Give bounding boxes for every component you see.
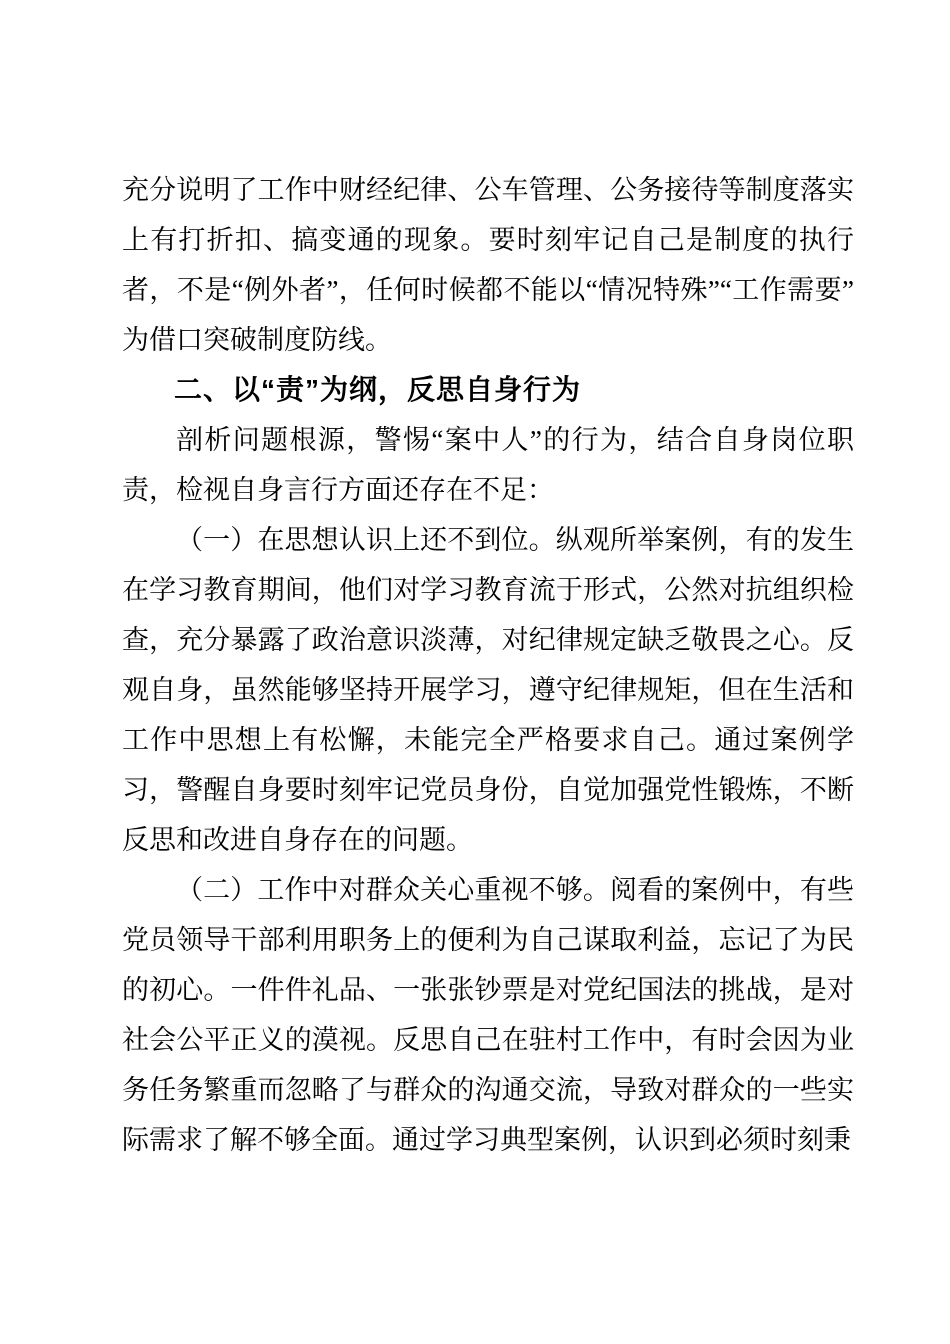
document-content <box>122 165 854 1165</box>
paragraph-point-one: （一）在思想认识上还不到位。纵观所举案例，有的发生在学习教育期间，他们对学习教育流于形式，公然对抗组织检查，充分暴露了政治意识淡薄，对纪律规定缺乏敬畏之心。反观自身，虽然能够坚持开展学习，遵守纪律规矩，但在生活和工作中思想上有松懈，未能完全严格要求自己。通过案例学习，警醒自身要时刻牢记党员身份，自觉加强党性锻炼，不断反思和改进自身存在的问题。 <box>122 525 854 855</box>
paragraph-point-two: （二）工作中对群众关心重视不够。阅看的案例中，有些党员领导干部利用职务上的便利为自己谋取利益，忘记了为民的初心。一件件礼品、一张张钞票是对党纪国法的挑战，是对社会公平正义的漠视。反思自己在驻村工作中，有时会因为业务任务繁重而忽略了与群众的沟通交流，导致对群众的一些实际需求了解不够全面。通过学习典型案例，认识到必须时刻秉 <box>122 875 854 1155</box>
section-heading: 二、以“责”为纲，反思自身行为 <box>174 374 582 405</box>
paragraph-continuation: 充分说明了工作中财经纪律、公车管理、公务接待等制度落实上有打折扣、搞变通的现象。要时刻牢记自己是制度的执行者，不是“例外者”，任何时候都不能以“情况特殊”“工作需要”为借口突破制度防线。 <box>122 175 854 355</box>
paragraph-intro: 剖析问题根源，警惕“案中人”的行为，结合自身岗位职责，检视自身言行方面还存在不足： <box>122 425 854 505</box>
